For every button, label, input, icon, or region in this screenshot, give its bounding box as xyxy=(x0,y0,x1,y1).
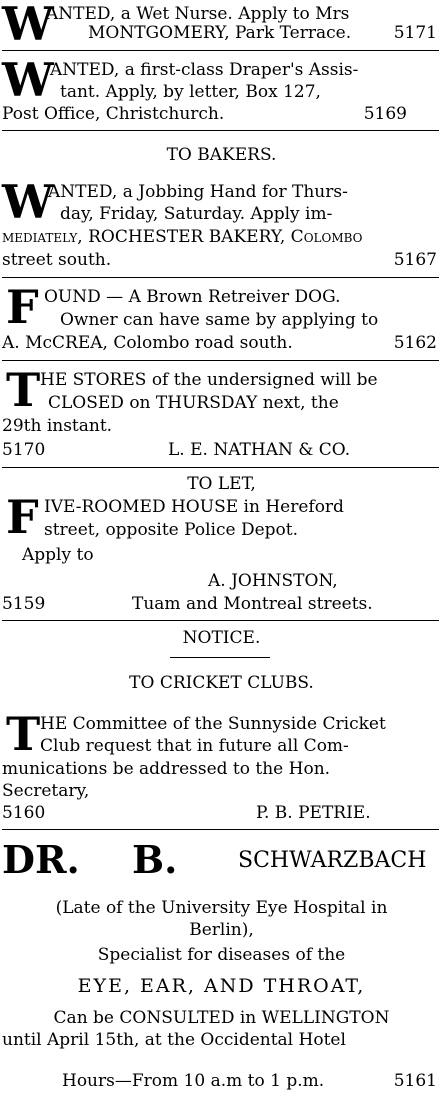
short-divider xyxy=(170,657,270,658)
ad-line: Apply to xyxy=(22,545,94,565)
ad-line: street south. xyxy=(2,250,112,270)
drop-cap: F xyxy=(6,490,39,544)
ad-number: 5161 xyxy=(393,1071,437,1091)
ad-line: HE STORES of the undersigned will be xyxy=(40,370,378,390)
ad-number: 5171 xyxy=(393,23,437,43)
drop-cap: T xyxy=(6,363,41,417)
title-initial: B. xyxy=(132,837,178,882)
ad-line: Can be CONSULTED in WELLINGTON xyxy=(53,1008,390,1028)
ad-line: ANTED, a Jobbing Hand for Thurs- xyxy=(48,182,348,202)
ad-line: EYE, EAR, AND THROAT, xyxy=(77,975,366,997)
ad-line: ANTED, a first-class Draper's Assis- xyxy=(50,60,359,80)
ad-line: ANTED, a Wet Nurse. Apply to Mrs xyxy=(46,4,350,24)
divider xyxy=(2,277,439,278)
ad-number: 5160 xyxy=(2,803,46,823)
ad-signature: P. B. PETRIE. xyxy=(256,803,371,823)
ad-line: Secretary, xyxy=(2,781,90,801)
ad-number: 5169 xyxy=(363,104,407,124)
ad-line: OUND — A Brown Retreiver DOG. xyxy=(44,287,341,307)
ad-line: day, Friday, Saturday. Apply im- xyxy=(60,204,333,224)
divider xyxy=(2,360,439,361)
drop-cap: W xyxy=(2,0,54,51)
ad-number: 5167 xyxy=(393,250,437,270)
ad-heading: TO BAKERS. xyxy=(166,145,277,165)
divider xyxy=(2,829,439,830)
ad-line: CLOSED on THURSDAY next, the xyxy=(48,393,339,413)
ad-line: street, opposite Police Depot. xyxy=(44,520,299,540)
ad-number: 5159 xyxy=(2,594,46,614)
divider xyxy=(2,467,439,468)
drop-cap: W xyxy=(2,175,54,229)
ad-line: Hours—From 10 a.m to 1 p.m. xyxy=(62,1071,325,1091)
ad-signature: L. E. NATHAN & CO. xyxy=(168,440,351,460)
ad-line: HE Committee of the Sunnyside Cricket xyxy=(40,714,386,734)
ad-heading: TO LET, xyxy=(187,474,256,494)
ad-line: Specialist for diseases of the xyxy=(97,945,346,965)
title-surname: SCHWARZBACH xyxy=(238,848,427,873)
ad-line: (Late of the University Eye Hospital in xyxy=(55,898,388,918)
ad-heading: NOTICE. xyxy=(182,628,261,648)
ad-line: tant. Apply, by letter, Box 127, xyxy=(60,82,321,102)
ad-line: Owner can have same by applying to xyxy=(60,310,379,330)
ad-line: until April 15th, at the Occidental Hotel xyxy=(2,1030,346,1050)
ad-number: 5162 xyxy=(393,333,437,353)
drop-cap: W xyxy=(2,53,54,107)
ad-line: Berlin), xyxy=(189,920,254,940)
title-dr: DR. xyxy=(2,837,80,882)
ad-line: IVE-ROOMED HOUSE in Hereford xyxy=(44,497,344,517)
divider xyxy=(2,130,439,131)
drop-cap: F xyxy=(6,280,39,334)
ad-line: A. McCREA, Colombo road south. xyxy=(2,333,293,353)
ad-signature: A. JOHNSTON, xyxy=(208,571,338,591)
ad-line: MONTGOMERY, Park Terrace. xyxy=(88,23,352,43)
ad-line: Post Office, Christchurch. xyxy=(2,104,225,124)
ad-line: 29th instant. xyxy=(2,416,113,436)
ad-line: Club request that in future all Com- xyxy=(40,736,349,756)
ad-line: mediately, ROCHESTER BAKERY, Colombo xyxy=(2,227,363,247)
divider xyxy=(2,620,439,621)
drop-cap: T xyxy=(6,707,41,761)
ad-address: Tuam and Montreal streets. xyxy=(132,594,373,614)
divider xyxy=(2,50,439,51)
ad-line: munications be addressed to the Hon. xyxy=(2,759,331,779)
ad-number: 5170 xyxy=(2,440,46,460)
ad-subheading: TO CRICKET CLUBS. xyxy=(129,673,314,693)
